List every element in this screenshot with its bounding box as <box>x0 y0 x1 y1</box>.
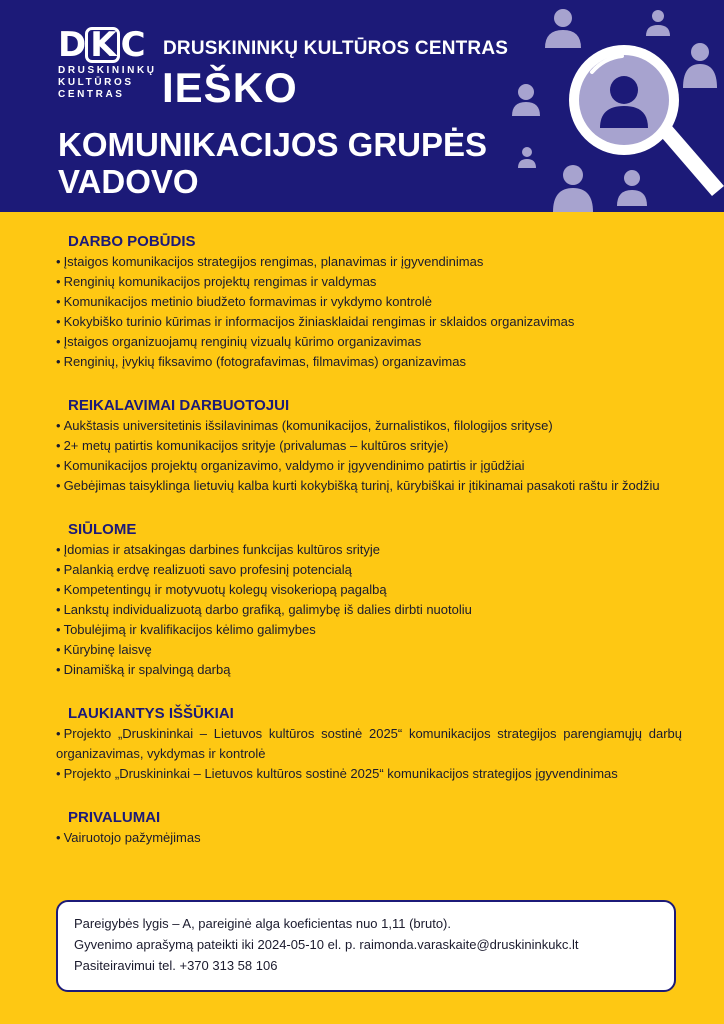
section-advantages: PRIVALUMAI • Vairuotojo pažymėjimas <box>56 808 682 848</box>
person-icon <box>646 10 670 36</box>
section-work-nature: DARBO POBŪDIS • Įstaigos komunikacijos strategijos rengimas, planavimas ir įgyvendinimas • Renginių komunikacijos projektų rengimas ir valdymas • Komunikacijos metinio biudžeto formavimas ir vykdymo kontrolė • Kokybiško turinio kūrimas ir informacijos žiniasklaidai rengimas ir sklaidos organizavimas • Įstaigos organizuojamų renginių vizualų kūrimo organizavimas • Renginių, įvykių fiksavimo (fotografavimas, filmavimas) organizavimas <box>56 232 682 372</box>
list-item: • Projekto „Druskininkai – Lietuvos kultūros sostinė 2025“ komunikacijos strategijos įgyvendinimas <box>56 766 618 781</box>
person-icon <box>553 165 593 212</box>
list-item: • Komunikacijos projektų organizavimo, valdymo ir įgyvendinimo patirtis ir įgūdžiai <box>56 458 525 473</box>
list-item: • Aukštasis universitetinis išsilavinimas (komunikacijos, žurnalistikos, filologijos srityse) <box>56 418 553 433</box>
list-item: • Projekto „Druskininkai – Lietuvos kultūros sostinė 2025“ komunikacijos strategijos parengiamųjų darbų organizavimas, vykdymas ir kontrolė <box>56 726 682 761</box>
application-info-box <box>56 900 676 992</box>
list-item: • Kūrybinę laisvę <box>56 642 152 657</box>
contact-phone: Pasiteiravimui tel. +370 313 58 106 <box>74 958 278 973</box>
list-item: • Lankstų individualizuotą darbo grafiką, galimybę iš dalies dirbti nuotoliu <box>56 602 472 617</box>
headline-seeks: IEŠKO <box>162 64 298 111</box>
person-icon <box>683 43 717 88</box>
list-item: • Komunikacijos metinio biudžeto formavimas ir vykdymo kontrolė <box>56 294 433 309</box>
position-title: KOMUNIKACIJOS GRUPĖS VADOVO <box>58 126 488 200</box>
person-icon <box>518 147 536 168</box>
list-item: • 2+ metų patirtis komunikacijos srityje (privalumas – kultūros srityje) <box>56 438 449 453</box>
dkc-logo: D K C DRUSKININKŲ KULTŪROS CENTRAS <box>58 25 157 100</box>
list-item: • Vairuotojo pažymėjimas <box>56 830 201 845</box>
list-item: • Renginių, įvykių fiksavimo (fotografavimas, filmavimas) organizavimas <box>56 354 466 369</box>
list-item: • Renginių komunikacijos projektų rengimas ir valdymas <box>56 274 377 289</box>
person-icon <box>512 84 540 116</box>
list-item: • Gebėjimas taisyklinga lietuvių kalba kurti kokybišką turinį, kūrybiškai ir įtikinamai pasakoti raštu ir žodžiu <box>56 478 660 493</box>
list-item: • Kokybiško turinio kūrimas ir informacijos žiniasklaidai rengimas ir sklaidos organizavimas <box>56 314 575 329</box>
list-item: • Tobulėjimą ir kvalifikacijos kėlimo galimybes <box>56 622 316 637</box>
section-challenges: LAUKIANTYS IŠŠŪKIAI • Projekto „Druskininkai – Lietuvos kultūros sostinė 2025“ komunikacijos strategijos parengiamųjų darbų organizavimas, vykdymas ir kontrolė • Projekto „Druskininkai – Lietuvos kultūros sostinė 2025“ komunikacijos strategijos įgyvendinimas <box>56 704 682 784</box>
job-details <box>56 232 682 848</box>
person-icon <box>617 170 647 206</box>
list-item: • Dinamišką ir spalvingą darbą <box>56 662 231 677</box>
header-banner <box>0 0 724 212</box>
section-offer: SIŪLOME • Įdomias ir atsakingas darbines funkcijas kultūros srityje • Palankią erdvę realizuoti savo profesinį potencialą • Kompetentingų ir motyvuotų kolegų visokeriopą pagalbą • Lankstų individualizuotą darbo grafiką, galimybę iš dalies dirbti nuotoliu • Tobulėjimą ir kvalifikacijos kėlimo galimybes • Kūrybinę laisvę • Dinamišką ir spalvingą darbą <box>56 520 682 680</box>
list-item: • Kompetentingų ir motyvuotų kolegų visokeriopą pagalbą <box>56 582 387 597</box>
list-item: • Įstaigos komunikacijos strategijos rengimas, planavimas ir įgyvendinimas <box>56 254 484 269</box>
list-item: • Palankią erdvę realizuoti savo profesinį potencialą <box>56 562 352 577</box>
section-requirements: REIKALAVIMAI DARBUOTOJUI • Aukštasis universitetinis išsilavinimas (komunikacijos, žurnalistikos, filologijos srityse) • 2+ metų patirtis komunikacijos srityje (privalumas – kultūros srityje) • Komunikacijos projektų organizavimo, valdymo ir įgyvendinimo patirtis ir įgūdžiai • Gebėjimas taisyklinga lietuvių kalba kurti kokybišką turinį, kūrybiškai ir įtikinamai pasakoti raštu ir žodžiu <box>56 396 682 496</box>
position-level-salary: Pareigybės lygis – A, pareiginė alga koeficientas nuo 1,11 (bruto). <box>74 916 451 931</box>
list-item: • Įstaigos organizuojamų renginių vizualų kūrimo organizavimas <box>56 334 422 349</box>
people-search-illustration <box>500 0 724 212</box>
person-icon <box>545 9 581 48</box>
application-deadline-email: Gyvenimo aprašymą pateikti iki 2024-05-10 el. p. raimonda.varaskaite@druskininkukc.lt <box>74 937 579 952</box>
organization-name: DRUSKININKŲ KULTŪROS CENTRAS <box>163 38 509 59</box>
list-item: • Įdomias ir atsakingas darbines funkcijas kultūros srityje <box>56 542 381 557</box>
